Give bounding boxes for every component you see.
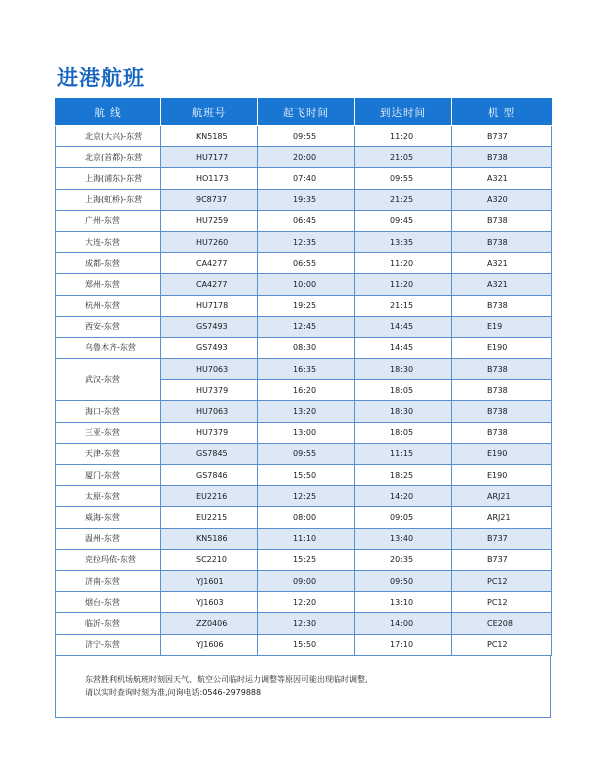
table-row bbox=[56, 274, 552, 295]
cell-departure-time: 12:20 bbox=[258, 592, 355, 613]
cell-departure-time: 15:50 bbox=[258, 465, 355, 486]
footer-note bbox=[55, 656, 551, 718]
cell-departure-time: 19:35 bbox=[258, 189, 355, 210]
cell-flight-number: GS7493 bbox=[161, 337, 258, 358]
cell-aircraft-type: E19 bbox=[452, 316, 552, 337]
cell-departure-time: 08:00 bbox=[258, 507, 355, 528]
cell-aircraft-type: B738 bbox=[452, 231, 552, 252]
cell-aircraft-type: B738 bbox=[452, 210, 552, 231]
table-row bbox=[56, 528, 552, 549]
cell-aircraft-type: PC12 bbox=[452, 634, 552, 655]
cell-arrival-time: 13:10 bbox=[355, 592, 452, 613]
cell-flight-number: HU7259 bbox=[161, 210, 258, 231]
cell-flight-number: ZZ0406 bbox=[161, 613, 258, 634]
cell-route: 威海-东营 bbox=[56, 507, 161, 528]
cell-arrival-time: 18:30 bbox=[355, 359, 452, 380]
cell-arrival-time: 09:05 bbox=[355, 507, 452, 528]
cell-arrival-time: 11:20 bbox=[355, 253, 452, 274]
cell-route: 郑州-东营 bbox=[56, 274, 161, 295]
table-row bbox=[56, 507, 552, 528]
cell-flight-number: HU7178 bbox=[161, 295, 258, 316]
cell-departure-time: 12:25 bbox=[258, 486, 355, 507]
cell-arrival-time: 21:15 bbox=[355, 295, 452, 316]
cell-arrival-time: 11:20 bbox=[355, 126, 452, 147]
cell-flight-number: HU7063 bbox=[161, 359, 258, 380]
cell-arrival-time: 17:10 bbox=[355, 634, 452, 655]
cell-flight-number: HU7063 bbox=[161, 401, 258, 422]
cell-flight-number: HU7379 bbox=[161, 380, 258, 401]
cell-arrival-time: 11:15 bbox=[355, 443, 452, 464]
cell-departure-time: 13:00 bbox=[258, 422, 355, 443]
cell-aircraft-type: ARJ21 bbox=[452, 507, 552, 528]
cell-flight-number: GS7845 bbox=[161, 443, 258, 464]
table-row bbox=[56, 189, 552, 210]
table-row bbox=[56, 465, 552, 486]
cell-departure-time: 12:45 bbox=[258, 316, 355, 337]
cell-route: 三亚-东营 bbox=[56, 422, 161, 443]
cell-flight-number: HU7177 bbox=[161, 147, 258, 168]
cell-route: 西安-东营 bbox=[56, 316, 161, 337]
cell-arrival-time: 09:45 bbox=[355, 210, 452, 231]
note-line-2: 请以实时查询时刻为准,问询电话:0546-2979888 bbox=[85, 687, 262, 697]
table-row bbox=[56, 486, 552, 507]
header-route: 航 线 bbox=[56, 99, 161, 126]
cell-aircraft-type: CE208 bbox=[452, 613, 552, 634]
cell-arrival-time: 14:45 bbox=[355, 337, 452, 358]
cell-arrival-time: 14:00 bbox=[355, 613, 452, 634]
cell-flight-number: HO1173 bbox=[161, 168, 258, 189]
cell-departure-time: 06:45 bbox=[258, 210, 355, 231]
table-row bbox=[56, 613, 552, 634]
arrivals-table-container bbox=[55, 98, 551, 718]
cell-route: 大连-东营 bbox=[56, 231, 161, 252]
cell-departure-time: 16:20 bbox=[258, 380, 355, 401]
cell-route: 北京(首都)-东营 bbox=[56, 147, 161, 168]
cell-flight-number: HU7260 bbox=[161, 231, 258, 252]
cell-arrival-time: 18:25 bbox=[355, 465, 452, 486]
cell-route: 临沂-东营 bbox=[56, 613, 161, 634]
cell-departure-time: 09:55 bbox=[258, 443, 355, 464]
table-row bbox=[56, 570, 552, 591]
cell-departure-time: 19:25 bbox=[258, 295, 355, 316]
cell-aircraft-type: B738 bbox=[452, 422, 552, 443]
cell-arrival-time: 21:25 bbox=[355, 189, 452, 210]
cell-flight-number: EU2215 bbox=[161, 507, 258, 528]
cell-route: 济宁-东营 bbox=[56, 634, 161, 655]
cell-departure-time: 06:55 bbox=[258, 253, 355, 274]
cell-route: 济南-东营 bbox=[56, 570, 161, 591]
arrivals-table bbox=[55, 98, 552, 656]
cell-aircraft-type: B738 bbox=[452, 380, 552, 401]
cell-aircraft-type: PC12 bbox=[452, 570, 552, 591]
cell-flight-number: CA4277 bbox=[161, 274, 258, 295]
cell-route: 上海(浦东)-东营 bbox=[56, 168, 161, 189]
cell-arrival-time: 09:50 bbox=[355, 570, 452, 591]
cell-route: 厦门-东营 bbox=[56, 465, 161, 486]
table-row bbox=[56, 295, 552, 316]
cell-route: 烟台-东营 bbox=[56, 592, 161, 613]
table-row bbox=[56, 231, 552, 252]
cell-departure-time: 13:20 bbox=[258, 401, 355, 422]
table-row bbox=[56, 443, 552, 464]
cell-route: 天津-东营 bbox=[56, 443, 161, 464]
header-departure-time: 起飞时间 bbox=[258, 99, 355, 126]
table-body bbox=[56, 126, 552, 656]
note-line-1: 东营胜利机场航班时刻因天气、航空公司临时运力调整等原因可能出现临时调整, bbox=[85, 674, 368, 684]
cell-aircraft-type: B738 bbox=[452, 147, 552, 168]
cell-arrival-time: 14:45 bbox=[355, 316, 452, 337]
header-flight-number: 航班号 bbox=[161, 99, 258, 126]
cell-departure-time: 11:10 bbox=[258, 528, 355, 549]
cell-flight-number: YJ1601 bbox=[161, 570, 258, 591]
cell-aircraft-type: B738 bbox=[452, 359, 552, 380]
cell-route: 太原-东营 bbox=[56, 486, 161, 507]
table-row bbox=[56, 168, 552, 189]
table-row bbox=[56, 316, 552, 337]
cell-route: 杭州-东营 bbox=[56, 295, 161, 316]
cell-departure-time: 12:35 bbox=[258, 231, 355, 252]
cell-arrival-time: 14:20 bbox=[355, 486, 452, 507]
cell-arrival-time: 18:30 bbox=[355, 401, 452, 422]
cell-route: 上海(虹桥)-东营 bbox=[56, 189, 161, 210]
cell-departure-time: 07:40 bbox=[258, 168, 355, 189]
cell-departure-time: 10:00 bbox=[258, 274, 355, 295]
cell-aircraft-type: A321 bbox=[452, 274, 552, 295]
cell-arrival-time: 18:05 bbox=[355, 422, 452, 443]
cell-flight-number: CA4277 bbox=[161, 253, 258, 274]
cell-flight-number: KN5186 bbox=[161, 528, 258, 549]
cell-aircraft-type: A320 bbox=[452, 189, 552, 210]
cell-departure-time: 08:30 bbox=[258, 337, 355, 358]
header-aircraft-type: 机 型 bbox=[452, 99, 552, 126]
cell-flight-number: 9C8737 bbox=[161, 189, 258, 210]
cell-departure-time: 16:35 bbox=[258, 359, 355, 380]
cell-aircraft-type: PC12 bbox=[452, 592, 552, 613]
table-row bbox=[56, 634, 552, 655]
cell-arrival-time: 13:40 bbox=[355, 528, 452, 549]
table-row bbox=[56, 337, 552, 358]
cell-departure-time: 15:25 bbox=[258, 549, 355, 570]
cell-flight-number: EU2216 bbox=[161, 486, 258, 507]
cell-route: 温州-东营 bbox=[56, 528, 161, 549]
cell-arrival-time: 20:35 bbox=[355, 549, 452, 570]
cell-arrival-time: 13:35 bbox=[355, 231, 452, 252]
table-row bbox=[56, 253, 552, 274]
cell-aircraft-type: ARJ21 bbox=[452, 486, 552, 507]
cell-aircraft-type: B738 bbox=[452, 295, 552, 316]
cell-aircraft-type: E190 bbox=[452, 443, 552, 464]
page-title: 进港航班 bbox=[57, 66, 145, 90]
cell-aircraft-type: B737 bbox=[452, 528, 552, 549]
table-row bbox=[56, 147, 552, 168]
table-row bbox=[56, 401, 552, 422]
cell-route: 成都-东营 bbox=[56, 253, 161, 274]
cell-flight-number: SC2210 bbox=[161, 549, 258, 570]
cell-departure-time: 15:50 bbox=[258, 634, 355, 655]
cell-route: 武汉-东营 bbox=[56, 359, 161, 401]
cell-arrival-time: 11:20 bbox=[355, 274, 452, 295]
cell-arrival-time: 09:55 bbox=[355, 168, 452, 189]
table-row bbox=[56, 359, 552, 380]
table-row bbox=[56, 549, 552, 570]
cell-departure-time: 12:30 bbox=[258, 613, 355, 634]
cell-departure-time: 09:55 bbox=[258, 126, 355, 147]
cell-flight-number: GS7493 bbox=[161, 316, 258, 337]
cell-aircraft-type: A321 bbox=[452, 168, 552, 189]
table-row bbox=[56, 126, 552, 147]
cell-route: 北京(大兴)-东营 bbox=[56, 126, 161, 147]
cell-route: 广州-东营 bbox=[56, 210, 161, 231]
cell-aircraft-type: E190 bbox=[452, 337, 552, 358]
table-row bbox=[56, 210, 552, 231]
cell-flight-number: KN5185 bbox=[161, 126, 258, 147]
table-row bbox=[56, 422, 552, 443]
cell-departure-time: 20:00 bbox=[258, 147, 355, 168]
cell-flight-number: GS7846 bbox=[161, 465, 258, 486]
cell-flight-number: HU7379 bbox=[161, 422, 258, 443]
cell-arrival-time: 18:05 bbox=[355, 380, 452, 401]
cell-route: 乌鲁木齐-东营 bbox=[56, 337, 161, 358]
table-row bbox=[56, 592, 552, 613]
cell-route: 海口-东营 bbox=[56, 401, 161, 422]
cell-flight-number: YJ1603 bbox=[161, 592, 258, 613]
cell-flight-number: YJ1606 bbox=[161, 634, 258, 655]
cell-aircraft-type: B737 bbox=[452, 549, 552, 570]
cell-aircraft-type: B737 bbox=[452, 126, 552, 147]
cell-aircraft-type: B738 bbox=[452, 401, 552, 422]
cell-route: 克拉玛依-东营 bbox=[56, 549, 161, 570]
cell-aircraft-type: E190 bbox=[452, 465, 552, 486]
cell-aircraft-type: A321 bbox=[452, 253, 552, 274]
table-header-row bbox=[56, 99, 552, 126]
header-arrival-time: 到达时间 bbox=[355, 99, 452, 126]
cell-departure-time: 09:00 bbox=[258, 570, 355, 591]
cell-arrival-time: 21:05 bbox=[355, 147, 452, 168]
